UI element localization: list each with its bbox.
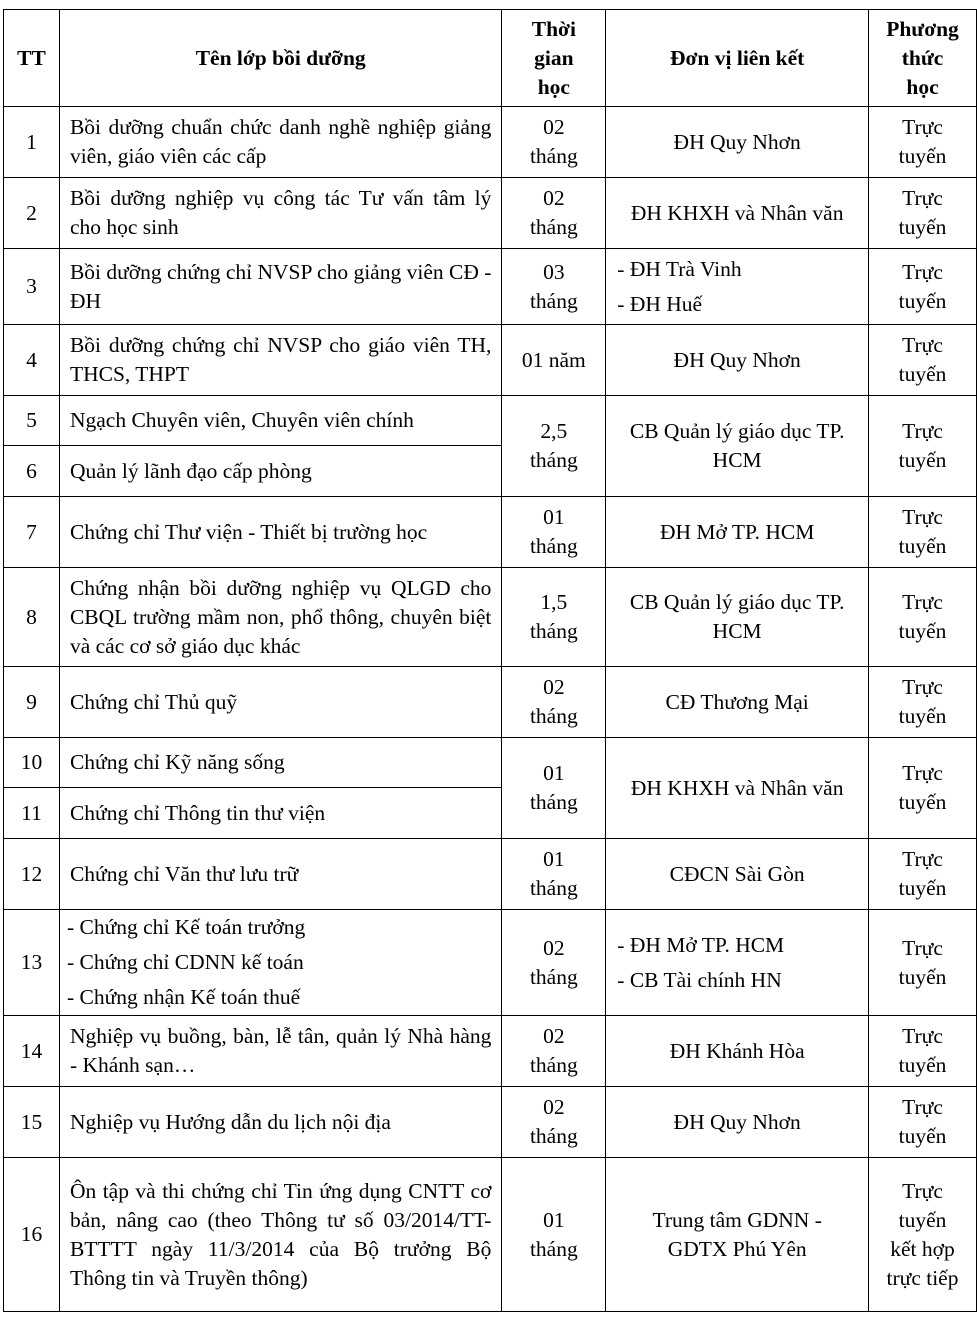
row-number: 10	[4, 738, 60, 788]
row-number: 5	[4, 396, 60, 446]
row-number: 1	[4, 107, 60, 178]
course-name: Chứng chỉ Thư viện - Thiết bị trường học	[59, 497, 501, 568]
partner-unit: - ĐH Mở TP. HCM - CB Tài chính HN	[606, 910, 869, 1016]
study-mode: Trực tuyến	[869, 1016, 977, 1087]
training-courses-table	[3, 9, 977, 1312]
partner-unit: ĐH Mở TP. HCM	[606, 497, 869, 568]
row-number: 13	[4, 910, 60, 1016]
study-mode: Trực tuyến	[869, 839, 977, 910]
course-duration: 2,5 tháng	[502, 396, 606, 497]
table-row	[4, 396, 977, 446]
row-number: 8	[4, 568, 60, 667]
course-duration: 02 tháng	[502, 1016, 606, 1087]
study-mode: Trực tuyến	[869, 249, 977, 325]
study-mode: Trực tuyến kết hợp trực tiếp	[869, 1158, 977, 1312]
course-name: Chứng chỉ Thủ quỹ	[59, 667, 501, 738]
study-mode: Trực tuyến	[869, 667, 977, 738]
table-row	[4, 667, 977, 738]
course-name: - Chứng chỉ Kế toán trưởng - Chứng chỉ CDNN kế toán - Chứng nhận Kế toán thuế	[59, 910, 501, 1016]
partner-unit: ĐH Quy Nhơn	[606, 325, 869, 396]
course-name: Bồi dưỡng chuẩn chức danh nghề nghiệp giảng viên, giáo viên các cấp	[59, 107, 501, 178]
partner-unit: CĐCN Sài Gòn	[606, 839, 869, 910]
row-number: 3	[4, 249, 60, 325]
course-name: Quản lý lãnh đạo cấp phòng	[59, 446, 501, 497]
row-number: 2	[4, 178, 60, 249]
table-row	[4, 249, 977, 325]
course-duration: 02 tháng	[502, 667, 606, 738]
partner-unit: - ĐH Trà Vinh - ĐH Huế	[606, 249, 869, 325]
table-row	[4, 1158, 977, 1312]
study-mode: Trực tuyến	[869, 568, 977, 667]
table-row	[4, 1016, 977, 1087]
header-study-mode: Phương thức học	[869, 10, 977, 107]
partner-unit: ĐH Quy Nhơn	[606, 1087, 869, 1158]
course-name: Chứng nhận bồi dưỡng nghiệp vụ QLGD cho CBQL trường mầm non, phổ thông, chuyên biệt và các cơ sở giáo dục khác	[59, 568, 501, 667]
study-mode: Trực tuyến	[869, 325, 977, 396]
course-name: Chứng chỉ Thông tin thư viện	[59, 788, 501, 839]
header-course-name: Tên lớp bồi dưỡng	[59, 10, 501, 107]
study-mode: Trực tuyến	[869, 107, 977, 178]
row-number: 15	[4, 1087, 60, 1158]
course-name: Bồi dưỡng chứng chỉ NVSP cho giáo viên TH, THCS, THPT	[59, 325, 501, 396]
table-row	[4, 738, 977, 788]
table-row	[4, 178, 977, 249]
header-duration: Thời gian học	[502, 10, 606, 107]
table-row	[4, 497, 977, 568]
row-number: 12	[4, 839, 60, 910]
course-duration: 02 tháng	[502, 178, 606, 249]
header-tt: TT	[4, 10, 60, 107]
row-number: 4	[4, 325, 60, 396]
course-duration: 1,5 tháng	[502, 568, 606, 667]
partner-unit: CĐ Thương Mại	[606, 667, 869, 738]
course-name: Nghiệp vụ buồng, bàn, lễ tân, quản lý Nhà hàng - Khánh sạn…	[59, 1016, 501, 1087]
course-duration: 01 tháng	[502, 1158, 606, 1312]
partner-unit: ĐH Quy Nhơn	[606, 107, 869, 178]
table-row	[4, 107, 977, 178]
partner-unit: ĐH Khánh Hòa	[606, 1016, 869, 1087]
table-row	[4, 568, 977, 667]
row-number: 14	[4, 1016, 60, 1087]
partner-unit: ĐH KHXH và Nhân văn	[606, 738, 869, 839]
course-duration: 01 tháng	[502, 839, 606, 910]
partner-unit: CB Quản lý giáo dục TP. HCM	[606, 568, 869, 667]
table-row	[4, 325, 977, 396]
partner-unit: ĐH KHXH và Nhân văn	[606, 178, 869, 249]
study-mode: Trực tuyến	[869, 396, 977, 497]
study-mode: Trực tuyến	[869, 178, 977, 249]
header-partner-unit: Đơn vị liên kết	[606, 10, 869, 107]
partner-unit: CB Quản lý giáo dục TP. HCM	[606, 396, 869, 497]
course-duration: 03 tháng	[502, 249, 606, 325]
course-duration: 02 tháng	[502, 910, 606, 1016]
table-row	[4, 1087, 977, 1158]
course-duration: 02 tháng	[502, 1087, 606, 1158]
course-duration: 02 tháng	[502, 107, 606, 178]
study-mode: Trực tuyến	[869, 497, 977, 568]
header-row	[4, 10, 977, 107]
course-duration: 01 tháng	[502, 497, 606, 568]
table-row	[4, 839, 977, 910]
course-name: Bồi dưỡng chứng chỉ NVSP cho giảng viên CĐ - ĐH	[59, 249, 501, 325]
course-name: Chứng chỉ Văn thư lưu trữ	[59, 839, 501, 910]
course-duration: 01 năm	[502, 325, 606, 396]
study-mode: Trực tuyến	[869, 738, 977, 839]
course-name: Bồi dưỡng nghiệp vụ công tác Tư vấn tâm lý cho học sinh	[59, 178, 501, 249]
course-name: Ôn tập và thi chứng chỉ Tin ứng dụng CNTT cơ bản, nâng cao (theo Thông tư số 03/2014/TT-BTTTT ngày 11/3/2014 của Bộ trưởng Bộ Thông tin và Truyền thông)	[59, 1158, 501, 1312]
course-name: Nghiệp vụ Hướng dẫn du lịch nội địa	[59, 1087, 501, 1158]
study-mode: Trực tuyến	[869, 910, 977, 1016]
row-number: 6	[4, 446, 60, 497]
partner-unit: Trung tâm GDNN - GDTX Phú Yên	[606, 1158, 869, 1312]
row-number: 9	[4, 667, 60, 738]
row-number: 16	[4, 1158, 60, 1312]
course-name: Ngạch Chuyên viên, Chuyên viên chính	[59, 396, 501, 446]
course-name: Chứng chỉ Kỹ năng sống	[59, 738, 501, 788]
table-row	[4, 910, 977, 1016]
course-duration: 01 tháng	[502, 738, 606, 839]
row-number: 7	[4, 497, 60, 568]
study-mode: Trực tuyến	[869, 1087, 977, 1158]
row-number: 11	[4, 788, 60, 839]
